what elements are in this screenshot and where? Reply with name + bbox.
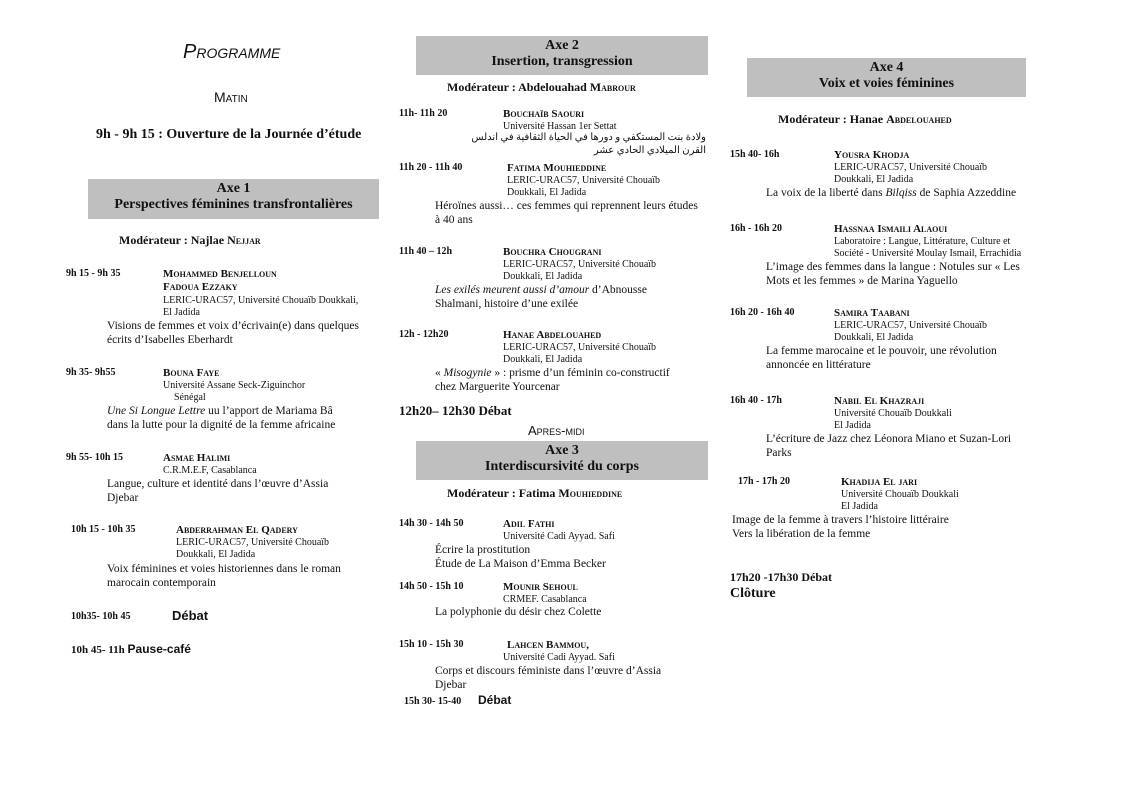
talk-title xyxy=(435,366,670,380)
speaker-name: Adil Fathi xyxy=(503,518,555,530)
opening-line: 9h - 9h 15 : Ouverture de la Journée d’étude xyxy=(96,127,362,142)
pause-line xyxy=(71,642,191,656)
talk-title: dans la lutte pour la dignité de la femme africaine xyxy=(107,419,336,431)
talk-title: Parks xyxy=(766,447,792,459)
moderator-label: Modérateur : Abdelouahad xyxy=(447,80,590,94)
debat-line: 12h20– 12h30 Débat xyxy=(399,403,512,418)
speaker-name: Lahcen Bammou, xyxy=(507,639,589,651)
talk-title xyxy=(435,283,647,297)
affiliation: Doukkali, El Jadida xyxy=(503,354,583,365)
talk-time: 14h 30 - 14h 50 xyxy=(399,518,464,529)
speaker-name: Fadoua Ezzaky xyxy=(163,281,238,293)
speaker-name: Bouchra Chougrani xyxy=(503,246,602,258)
talk-title: La femme marocaine et le pouvoir, une révolution xyxy=(766,345,997,357)
talk-title: Langue, culture et identité dans l’œuvre d’Assia xyxy=(107,478,329,490)
talk-title: à 40 ans xyxy=(435,214,473,226)
talk-time: 15h 40- 16h xyxy=(730,149,780,160)
axe1-title: Perspectives féminines transfrontalières xyxy=(114,197,353,212)
axe4-number: Axe 4 xyxy=(869,60,904,75)
affiliation: LERIC-URAC57, Université Chouaïb xyxy=(503,259,657,270)
talk-time: 16h 40 - 17h xyxy=(730,395,782,406)
affiliation: LERIC-URAC57, Université Chouaïb xyxy=(507,175,661,186)
affiliation: El Jadida xyxy=(163,307,200,318)
affiliation: Sénégal xyxy=(174,392,206,403)
talk-time: 11h- 11h 20 xyxy=(399,108,448,119)
talk-title-italic: Une Si Longue Lettre xyxy=(107,405,206,417)
talk-time: 11h 40 – 12h xyxy=(399,246,453,257)
affiliation: CRMEF. Casablanca xyxy=(503,594,587,605)
affiliation: Doukkali, El Jadida xyxy=(503,271,583,282)
moderator-label: Modérateur : Fatima xyxy=(447,486,559,500)
moderator-name: Mouhieddine xyxy=(558,486,623,500)
talk-title xyxy=(766,186,1016,200)
axe1-number: Axe 1 xyxy=(216,181,251,196)
talk-title: Djebar xyxy=(435,679,467,691)
talk-time: 12h - 12h20 xyxy=(399,329,449,340)
affiliation: LERIC-URAC57, Université Chouaïb xyxy=(834,320,988,331)
talk-title-pre: La voix de la liberté dans xyxy=(766,187,886,199)
axe2-number: Axe 2 xyxy=(545,38,579,53)
talk-title: Héroïnes aussi… ces femmes qui reprennent leurs études xyxy=(435,200,698,212)
affiliation: Société - Université Moulay Ismail, Errachidia xyxy=(834,248,1022,259)
arabic-title: ولادة بنت المستكفي و دورها في الحياة الثقافية في اندلس xyxy=(471,132,706,143)
speaker-name: Hassnaa Ismaili Alaoui xyxy=(834,223,948,235)
talk-title-italic: Les exilés meurent aussi d’amour xyxy=(435,284,590,296)
talk-title: chez Marguerite Yourcenar xyxy=(435,381,560,393)
talk-title-italic: Misogynie xyxy=(443,367,492,379)
axe2-title: Insertion, transgression xyxy=(491,54,633,69)
talk-time: 9h 55- 10h 15 xyxy=(66,452,123,463)
talk-title-rest: » : prisme d’un féminin co-constructif xyxy=(491,367,670,379)
affiliation: Laboratoire : Langue, Littérature, Culture et xyxy=(834,236,1011,247)
speaker-name: Asmae Halimi xyxy=(163,452,231,464)
affiliation: Doukkali, El Jadida xyxy=(834,174,914,185)
affiliation: Doukkali, El Jadida xyxy=(176,549,256,560)
speaker-name: Samira Taabani xyxy=(834,307,910,319)
moderator-label: Modérateur : Najlae xyxy=(119,233,228,247)
talk-title-italic: Bilqiss xyxy=(885,187,917,199)
speaker-name: Yousra Khodja xyxy=(834,149,910,161)
programme-title-text: Programme xyxy=(183,41,281,63)
talk-title: L’image des femmes dans la langue : Notules sur « Les xyxy=(766,261,1020,273)
talk-time: 15h 10 - 15h 30 xyxy=(399,639,464,650)
axe1-banner xyxy=(88,179,379,219)
talk-time: 16h 20 - 16h 40 xyxy=(730,307,795,318)
talk-title-pre: « xyxy=(435,367,444,379)
speaker-name: Mohammed Benjelloun xyxy=(163,268,277,280)
talk-time: 9h 15 - 9h 35 xyxy=(66,268,121,279)
speaker-name: Khadija El jari xyxy=(841,476,918,488)
affiliation: LERIC-URAC57, Université Chouaïb xyxy=(834,162,988,173)
speaker-name: Hanae Abdelouahed xyxy=(503,329,602,341)
axe3-title: Interdiscursivité du corps xyxy=(485,459,639,474)
axe3-number: Axe 3 xyxy=(545,443,579,458)
talk-title-rest: d’Abnousse xyxy=(589,284,647,296)
moderator-name: Nejjar xyxy=(227,233,261,247)
moderator-name: Mabrour xyxy=(589,80,636,94)
affiliation: Université Cadi Ayyad. Safi xyxy=(503,652,615,663)
talk-time: 11h 20 - 11h 40 xyxy=(399,162,463,173)
affiliation: El Jadida xyxy=(841,501,878,512)
axe1-moderator xyxy=(119,233,261,248)
talk-title: Djebar xyxy=(107,492,139,504)
programme-title xyxy=(183,41,280,64)
speaker-name: Bouna Faye xyxy=(163,367,220,379)
axe3-moderator xyxy=(447,486,622,501)
speaker-name: Abderrahman El Qadery xyxy=(176,524,298,536)
talk-title: marocain contemporain xyxy=(107,577,216,589)
debat-line: 17h20 -17h30 Débat xyxy=(730,570,833,584)
talk-title: Écrire la prostitution xyxy=(435,544,531,556)
apres-midi-heading: Apres-midi xyxy=(528,423,585,438)
talk-title-rest: uu l’apport de Mariama Bâ xyxy=(205,405,333,417)
pause-time: 10h 45- 11h xyxy=(71,644,125,656)
talk-title-rest: de Saphia Azzeddine xyxy=(916,187,1017,199)
talk-title: Shalmani, histoire d’une exilée xyxy=(435,298,579,310)
affiliation: El Jadida xyxy=(834,420,871,431)
talk-title: Image de la femme à travers l’histoire littéraire xyxy=(732,514,949,526)
talk-title: Visions de femmes et voix d’écrivain(e) dans quelques xyxy=(107,320,359,332)
speaker-name: Mounir Sehoul xyxy=(503,581,578,593)
axe2-moderator xyxy=(447,80,636,95)
axe4-title: Voix et voies féminines xyxy=(818,76,955,91)
axe4-banner xyxy=(747,58,1026,97)
talk-title: L’écriture de Jazz chez Léonora Miano et Suzan-Lori xyxy=(766,433,1012,445)
matin-heading: Matin xyxy=(214,89,248,105)
talk-title: Corps et discours féministe dans l’œuvre d’Assia xyxy=(435,665,662,677)
affiliation: Université Chouaïb Doukkali xyxy=(834,408,952,419)
affiliation: Université Chouaïb Doukkali xyxy=(841,489,959,500)
affiliation: Université Cadi Ayyad. Safi xyxy=(503,531,615,542)
axe4-moderator xyxy=(778,112,952,127)
talk-title: écrits d’Isabelles Eberhardt xyxy=(107,334,233,346)
speaker-name: Fatima Mouhieddine xyxy=(507,162,607,174)
axe2-banner xyxy=(416,36,708,75)
affiliation: Université Assane Seck-Ziguinchor xyxy=(163,380,306,391)
moderator-name: Abdelouahed xyxy=(886,112,952,126)
talk-title: Étude de La Maison d’Emma Becker xyxy=(435,558,606,570)
talk-title: Voix féminines et voies historiennes dans le roman xyxy=(107,563,341,575)
moderator-label: Modérateur : Hanae xyxy=(778,112,887,126)
talk-time: 9h 35- 9h55 xyxy=(66,367,116,378)
affiliation: Doukkali, El Jadida xyxy=(834,332,914,343)
affiliation: Doukkali, El Jadida xyxy=(507,187,587,198)
affiliation: LERIC-URAC57, Université Chouaïb xyxy=(503,342,657,353)
debat-label: Débat xyxy=(172,608,209,623)
affiliation: C.R.M.E.F, Casablanca xyxy=(163,465,257,476)
pause-label: Pause-café xyxy=(127,642,191,656)
arabic-title: القرن الميلادي الحادي عشر xyxy=(593,145,706,156)
talk-title: annoncée en littérature xyxy=(766,359,871,371)
talk-time: 14h 50 - 15h 10 xyxy=(399,581,464,592)
talk-title: La polyphonie du désir chez Colette xyxy=(435,606,602,618)
cloture-line: Clôture xyxy=(730,586,776,601)
speaker-name: Bouchaïb Saouri xyxy=(503,108,585,120)
talk-time: 17h - 17h 20 xyxy=(738,476,790,487)
talk-time: 16h - 16h 20 xyxy=(730,223,782,234)
affiliation: LERIC-URAC57, Université Chouaïb xyxy=(176,537,330,548)
affiliation: LERIC-URAC57, Université Chouaïb Doukkali, xyxy=(163,295,359,306)
debat-time: 15h 30- 15-40 xyxy=(404,696,462,707)
debat-label: Débat xyxy=(478,693,512,707)
axe3-banner xyxy=(416,441,708,480)
affiliation: Université Hassan 1er Settat xyxy=(503,121,617,132)
talk-title: Vers la libération de la femme xyxy=(732,528,871,540)
talk-title: Mots et les femmes » de Marina Yaguello xyxy=(766,275,958,287)
talk-title xyxy=(107,404,333,418)
talk-time: 10h 15 - 10h 35 xyxy=(71,524,136,535)
speaker-name: Nabil El Khazraji xyxy=(834,395,925,407)
debat-time: 10h35- 10h 45 xyxy=(71,611,131,622)
